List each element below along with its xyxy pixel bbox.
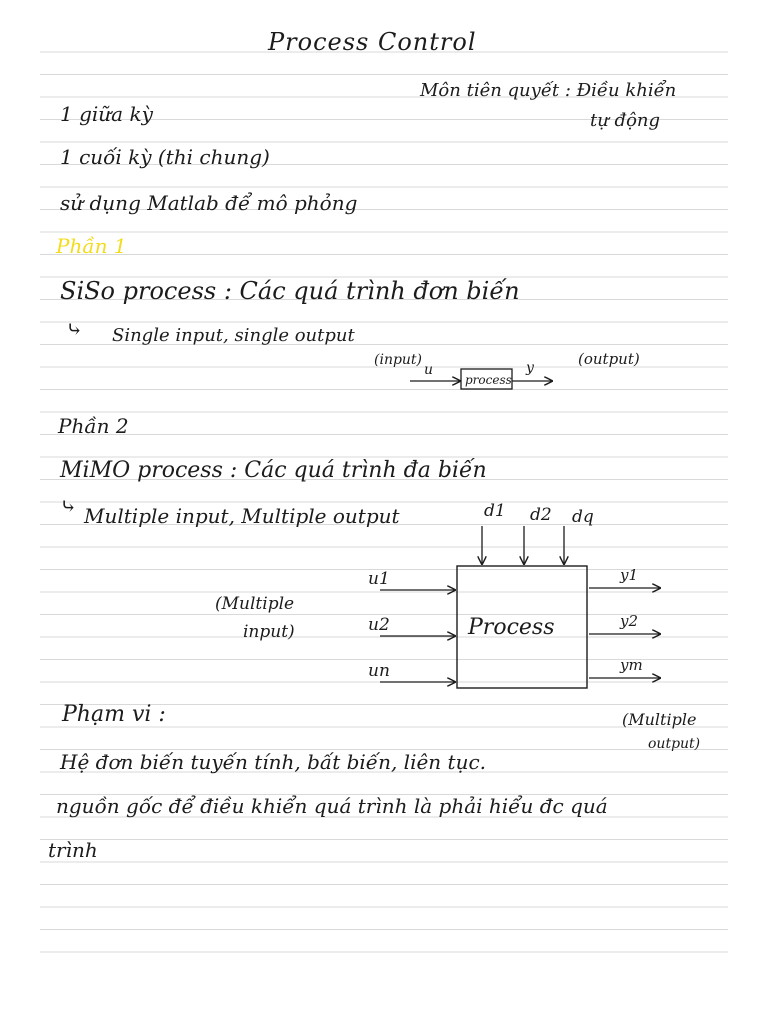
mimo-input-u2: u2 bbox=[368, 615, 390, 635]
mimo-output-y2: y2 bbox=[620, 612, 639, 630]
mimo-output-y1: y1 bbox=[620, 566, 639, 584]
siso-input-var: u bbox=[424, 362, 434, 378]
mimo-output-ym: ym bbox=[620, 656, 643, 674]
siso-output-label: (output) bbox=[578, 350, 640, 368]
scope-line3: trình bbox=[48, 838, 98, 862]
scope-heading: Phạm vi : bbox=[62, 702, 166, 727]
mimo-left-note-line1: (Multiple bbox=[215, 594, 295, 614]
mimo-disturbance-d2: d2 bbox=[530, 505, 552, 525]
mimo-input-un: un bbox=[368, 661, 390, 681]
section1-expansion: Single input, single output bbox=[112, 325, 355, 346]
mimo-left-note-line2: input) bbox=[243, 622, 295, 642]
section1-heading: Phần 1 bbox=[56, 234, 127, 258]
section1-title: SiSo process : Các quá trình đơn biến bbox=[60, 277, 520, 305]
section2-title: MiMO process : Các quá trình đa biến bbox=[60, 458, 487, 483]
note-matlab: sử dụng Matlab để mô phỏng bbox=[60, 191, 358, 215]
section2-expansion: Multiple input, Multiple output bbox=[84, 504, 400, 528]
siso-input-label: (input) bbox=[374, 352, 423, 368]
prerequisite-text-cont: tự động bbox=[590, 110, 661, 131]
mimo-right-note-line1: (Multiple bbox=[622, 710, 697, 729]
prerequisite-text: Môn tiên quyết : Điều khiển bbox=[420, 80, 677, 101]
scope-line1: Hệ đơn biến tuyến tính, bất biến, liên tục. bbox=[60, 750, 487, 774]
note-final: 1 cuối kỳ (thi chung) bbox=[60, 145, 270, 169]
siso-output-var: y bbox=[526, 360, 534, 376]
siso-process-label: process bbox=[465, 373, 512, 387]
page-title: Process Control bbox=[268, 28, 477, 56]
mimo-input-u1: u1 bbox=[368, 569, 390, 589]
mimo-process-label: Process bbox=[468, 615, 555, 640]
section2-arrow-mark: ⤷ bbox=[60, 494, 77, 518]
section2-heading: Phần 2 bbox=[58, 414, 129, 438]
scope-line2: nguồn gốc để điều khiển quá trình là phải hiểu đc quá bbox=[56, 794, 608, 818]
mimo-right-note-line2: output) bbox=[648, 736, 701, 752]
section1-arrow-mark: ⤷ bbox=[66, 317, 83, 341]
note-midterm: 1 giữa kỳ bbox=[60, 102, 153, 126]
mimo-disturbance-dq: dq bbox=[572, 507, 594, 527]
mimo-disturbance-d1: d1 bbox=[484, 501, 506, 521]
